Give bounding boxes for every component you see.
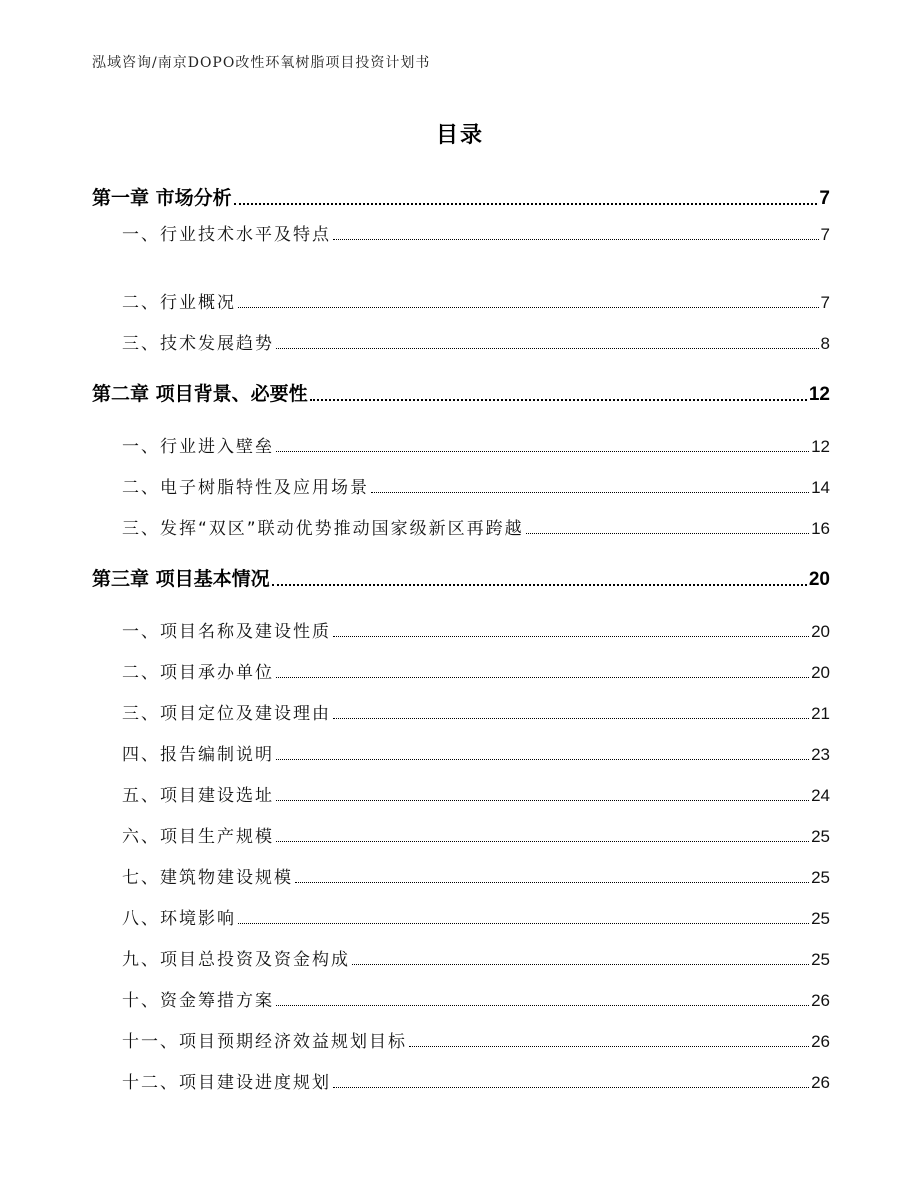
leader-dots bbox=[333, 718, 809, 719]
page-number: 12 bbox=[808, 384, 830, 405]
leader-dots bbox=[276, 759, 809, 760]
leader-dots bbox=[276, 800, 809, 801]
leader-dots bbox=[276, 451, 809, 452]
leader-dots bbox=[238, 307, 819, 308]
page-number: 26 bbox=[811, 1073, 830, 1092]
toc-section[interactable]: 一、 行业技术水平及特点 7 bbox=[122, 225, 830, 245]
leader-dots bbox=[333, 636, 809, 637]
toc-section[interactable]: 一、 行业进入壁垒 12 bbox=[122, 437, 830, 457]
leader-dots bbox=[371, 492, 809, 493]
toc-section[interactable]: 三、 项目定位及建设理由 21 bbox=[122, 704, 830, 724]
toc-section[interactable]: 一、 项目名称及建设性质 20 bbox=[122, 622, 830, 642]
page-number: 20 bbox=[811, 663, 830, 682]
toc-section[interactable]: 十、 资金筹措方案 26 bbox=[122, 991, 830, 1011]
page-number: 25 bbox=[811, 950, 830, 969]
page-number: 23 bbox=[811, 745, 830, 764]
page-number: 25 bbox=[811, 909, 830, 928]
leader-dots bbox=[352, 964, 809, 965]
page-number: 14 bbox=[811, 478, 830, 497]
page-number: 16 bbox=[811, 519, 830, 538]
leader-dots bbox=[276, 1005, 809, 1006]
page-number: 8 bbox=[820, 334, 830, 353]
leader-dots bbox=[310, 399, 807, 401]
leader-dots bbox=[238, 923, 809, 924]
leader-dots bbox=[272, 584, 807, 586]
toc-section[interactable]: 二、 项目承办单位 20 bbox=[122, 663, 830, 683]
toc-section[interactable]: 六、 项目生产规模 25 bbox=[122, 827, 830, 847]
page-number: 26 bbox=[811, 991, 830, 1010]
page-number: 20 bbox=[808, 569, 830, 590]
page-number: 7 bbox=[820, 293, 830, 312]
toc-section[interactable]: 三、 技术发展趋势 8 bbox=[122, 334, 830, 354]
toc-section[interactable]: 十一、 项目预期经济效益规划目标 26 bbox=[122, 1032, 830, 1052]
page-number: 7 bbox=[820, 225, 830, 244]
leader-dots bbox=[333, 1087, 809, 1088]
toc-section[interactable]: 七、 建筑物建设规模 25 bbox=[122, 868, 830, 888]
page-number: 24 bbox=[811, 786, 830, 805]
page-number: 7 bbox=[819, 188, 830, 209]
leader-dots bbox=[276, 348, 819, 349]
toc-section[interactable]: 五、 项目建设选址 24 bbox=[122, 786, 830, 806]
page-number: 12 bbox=[811, 437, 830, 456]
leader-dots bbox=[333, 239, 819, 240]
leader-dots bbox=[409, 1046, 809, 1047]
toc-chapter-3[interactable]: 第三章 项目基本情况 20 bbox=[92, 568, 830, 590]
leader-dots bbox=[234, 203, 818, 205]
leader-dots bbox=[526, 533, 809, 534]
leader-dots bbox=[276, 677, 809, 678]
toc-section[interactable]: 九、 项目总投资及资金构成 25 bbox=[122, 950, 830, 970]
page-number: 26 bbox=[811, 1032, 830, 1051]
page-number: 25 bbox=[811, 827, 830, 846]
toc-section[interactable]: 八、 环境影响 25 bbox=[122, 909, 830, 929]
toc-section[interactable]: 三、 发挥“双区”联动优势推动国家级新区再跨越 16 bbox=[122, 519, 830, 539]
toc-section[interactable]: 二、 行业概况 7 bbox=[122, 293, 830, 313]
toc-chapter-1[interactable]: 第一章 市场分析 7 bbox=[92, 187, 830, 209]
toc-section[interactable]: 二、 电子树脂特性及应用场景 14 bbox=[122, 478, 830, 498]
page-number: 20 bbox=[811, 622, 830, 641]
leader-dots bbox=[276, 841, 809, 842]
page-number: 21 bbox=[811, 704, 830, 723]
toc-section[interactable]: 四、 报告编制说明 23 bbox=[122, 745, 830, 765]
leader-dots bbox=[295, 882, 809, 883]
running-header: 泓域咨询/南京DOPO改性环氧树脂项目投资计划书 bbox=[92, 55, 431, 71]
toc-title: 目录 bbox=[435, 123, 484, 148]
toc-section[interactable]: 十二、 项目建设进度规划 26 bbox=[122, 1073, 830, 1093]
toc-chapter-2[interactable]: 第二章 项目背景、必要性 12 bbox=[92, 383, 830, 405]
page-number: 25 bbox=[811, 868, 830, 887]
